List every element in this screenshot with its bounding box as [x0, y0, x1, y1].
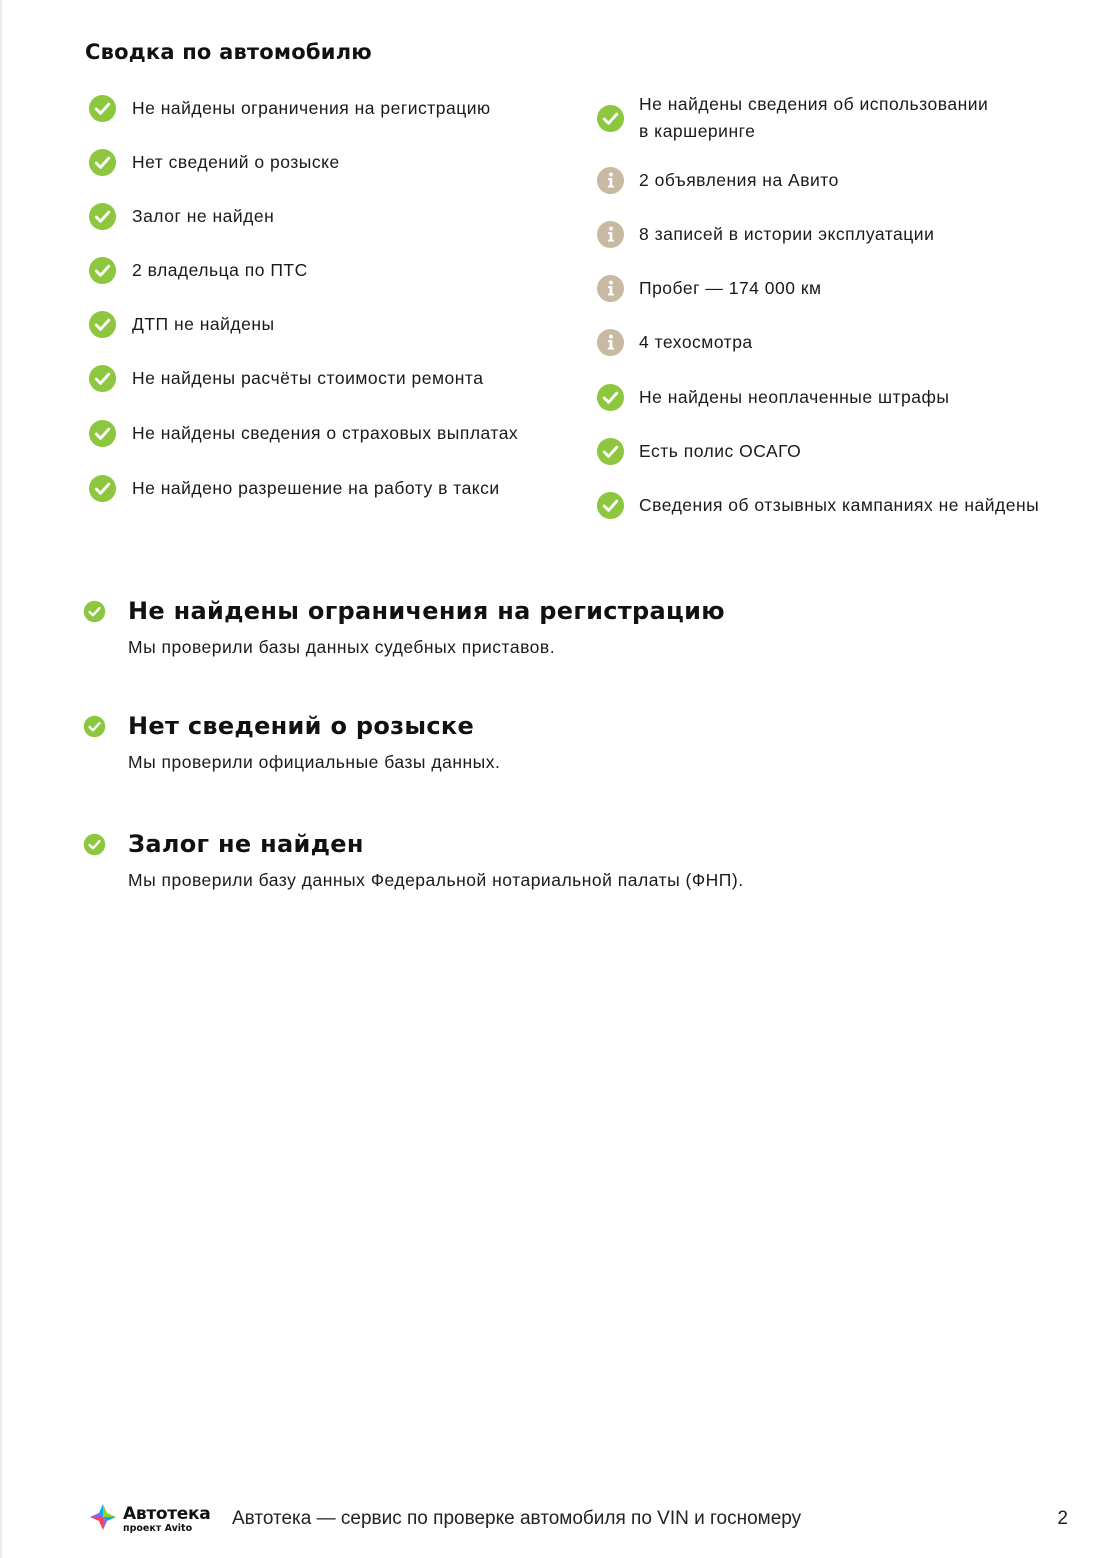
summary-item-label: Сведения об отзывных кампаниях не найдены — [639, 495, 1040, 515]
avtoteka-logo-icon — [88, 1502, 118, 1532]
detail-section — [83, 830, 744, 891]
check-circle-icon — [596, 491, 625, 520]
detail-section — [83, 597, 725, 658]
summary-item — [85, 94, 491, 123]
summary-item-label: 4 техосмотра — [639, 332, 753, 352]
check-circle-icon — [88, 202, 117, 231]
summary-item-label: Не найдены неоплаченные штрафы — [639, 387, 950, 407]
summary-item — [586, 491, 1039, 520]
summary-item-label: Есть полис ОСАГО — [639, 441, 802, 461]
summary-item — [85, 364, 483, 393]
footer-tagline: Автотека — сервис по проверке автомобиля по VIN и госномеру — [232, 1508, 802, 1529]
detail-section — [83, 712, 500, 773]
check-circle-icon — [88, 94, 117, 123]
info-circle-icon — [596, 328, 625, 357]
check-circle-icon — [88, 474, 117, 503]
section-description: Мы проверили базы данных судебных приставов. — [128, 637, 556, 657]
summary-item-label: Залог не найден — [132, 206, 275, 226]
section-description: Мы проверили базу данных Федеральной нотариальной палаты (ФНП). — [128, 870, 744, 890]
check-circle-icon — [596, 383, 625, 412]
check-circle-icon — [83, 715, 106, 738]
section-title: Нет сведений о розыске — [128, 712, 475, 740]
summary-item — [586, 437, 801, 466]
summary-item — [586, 274, 822, 303]
summary-item-label-line: Не найдены сведения об использовании — [639, 94, 989, 114]
brand-subtitle: проект Avito — [123, 1523, 193, 1534]
summary-item-label: Не найдены ограничения на регистрацию — [132, 98, 491, 118]
info-circle-icon — [596, 220, 625, 249]
section-title: Не найдены ограничения на регистрацию — [128, 597, 725, 625]
summary-item-label — [639, 91, 988, 145]
summary-item — [586, 383, 949, 412]
summary-item — [85, 256, 308, 285]
summary-item — [586, 91, 988, 145]
summary-item-label: Не найдены сведения о страховых выплатах — [132, 423, 519, 443]
summary-item — [586, 328, 753, 357]
page-number: 2 — [1057, 1508, 1068, 1529]
check-circle-icon — [83, 833, 106, 856]
check-circle-icon — [596, 437, 625, 466]
summary-item — [85, 202, 274, 231]
page-edge — [0, 0, 2, 1558]
footer — [88, 1500, 1068, 1540]
info-circle-icon — [596, 166, 625, 195]
summary-item-label: 8 записей в истории эксплуатации — [639, 224, 935, 244]
section-title: Залог не найден — [128, 830, 364, 858]
summary-item — [85, 474, 500, 503]
summary-item-label: ДТП не найдены — [132, 314, 275, 334]
summary-item — [586, 166, 839, 195]
check-circle-icon — [88, 419, 117, 448]
check-circle-icon — [83, 600, 106, 623]
summary-item-label: 2 владельца по ПТС — [132, 260, 308, 280]
summary-item-label: Не найдены расчёты стоимости ремонта — [132, 368, 484, 388]
summary-item — [85, 310, 275, 339]
brand-name: Автотека — [123, 1504, 211, 1524]
check-circle-icon — [88, 364, 117, 393]
summary-title: Сводка по автомобилю — [85, 40, 372, 64]
check-circle-icon — [596, 104, 625, 133]
check-circle-icon — [88, 310, 117, 339]
summary-item — [85, 148, 340, 177]
summary-item-label: Нет сведений о розыске — [132, 152, 340, 172]
summary-item-label-line: в каршеринге — [639, 121, 756, 141]
check-circle-icon — [88, 148, 117, 177]
summary-item-label: 2 объявления на Авито — [639, 170, 839, 190]
section-description: Мы проверили официальные базы данных. — [128, 752, 501, 772]
summary-item-label: Пробег — 174 000 км — [639, 278, 822, 298]
check-circle-icon — [88, 256, 117, 285]
summary-item — [85, 419, 518, 448]
info-circle-icon — [596, 274, 625, 303]
summary-item — [586, 220, 934, 249]
summary-item-label: Не найдено разрешение на работу в такси — [132, 478, 500, 498]
